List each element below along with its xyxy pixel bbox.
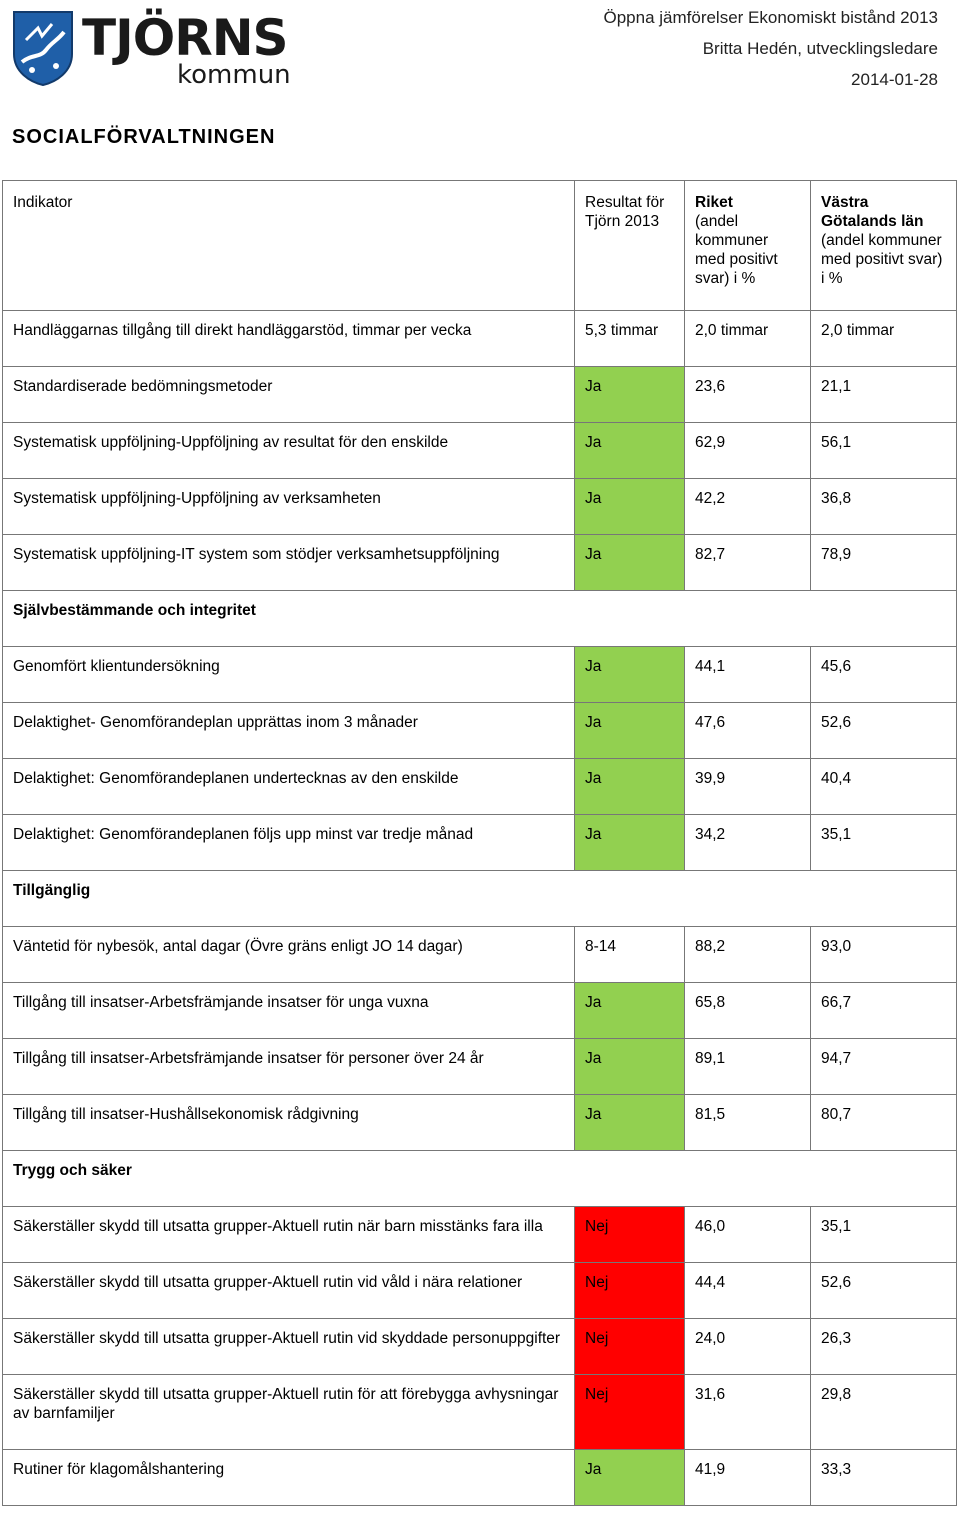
vastra-gotaland-cell: 2,0 timmar	[811, 311, 957, 367]
vastra-gotaland-cell: 78,9	[811, 535, 957, 591]
riket-cell: 42,2	[685, 479, 811, 535]
result-cell: 8-14	[575, 927, 685, 983]
riket-cell: 23,6	[685, 367, 811, 423]
result-cell: Ja	[575, 479, 685, 535]
riket-cell: 81,5	[685, 1095, 811, 1151]
section-heading: Trygg och säker	[3, 1151, 957, 1207]
vastra-gotaland-cell: 33,3	[811, 1450, 957, 1506]
result-cell: Nej	[575, 1319, 685, 1375]
result-cell: Ja	[575, 759, 685, 815]
header-date: 2014-01-28	[851, 70, 938, 89]
riket-cell: 2,0 timmar	[685, 311, 811, 367]
indicator-cell: Tillgång till insatser-Arbetsfrämjande insatser för personer över 24 år	[3, 1039, 575, 1095]
result-cell: Ja	[575, 703, 685, 759]
table-row	[3, 927, 957, 983]
riket-cell: 82,7	[685, 535, 811, 591]
riket-cell: 34,2	[685, 815, 811, 871]
section-row	[3, 871, 957, 927]
indicator-cell: Delaktighet: Genomförandeplanen undertecknas av den enskilde	[3, 759, 575, 815]
coat-of-arms-icon	[12, 10, 74, 86]
table-row	[3, 479, 957, 535]
section-row	[3, 1151, 957, 1207]
table-row	[3, 311, 957, 367]
riket-cell: 47,6	[685, 703, 811, 759]
table-row	[3, 1319, 957, 1375]
result-cell: Nej	[575, 1207, 685, 1263]
table-row	[3, 759, 957, 815]
table-row	[3, 1207, 957, 1263]
section-heading: Självbestämmande och integritet	[3, 591, 957, 647]
column-header-riket-desc: (andel kommuner med positivt svar) i %	[695, 213, 778, 287]
vastra-gotaland-cell: 35,1	[811, 815, 957, 871]
vastra-gotaland-cell: 21,1	[811, 367, 957, 423]
riket-cell: 39,9	[685, 759, 811, 815]
result-cell: 5,3 timmar	[575, 311, 685, 367]
result-cell: Ja	[575, 815, 685, 871]
vastra-gotaland-cell: 56,1	[811, 423, 957, 479]
indicator-cell: Säkerställer skydd till utsatta grupper-Aktuell rutin när barn misstänks fara illa	[3, 1207, 575, 1263]
riket-cell: 46,0	[685, 1207, 811, 1263]
indicator-cell: Handläggarnas tillgång till direkt handläggarstöd, timmar per vecka	[3, 311, 575, 367]
riket-cell: 44,1	[685, 647, 811, 703]
riket-cell: 88,2	[685, 927, 811, 983]
indicator-cell: Säkerställer skydd till utsatta grupper-Aktuell rutin vid våld i nära relationer	[3, 1263, 575, 1319]
document-header	[603, 2, 938, 95]
result-cell: Ja	[575, 983, 685, 1039]
table-row	[3, 367, 957, 423]
indicator-cell: Systematisk uppföljning-Uppföljning av resultat för den enskilde	[3, 423, 575, 479]
column-header-vg-title: Västra Götalands län	[821, 194, 924, 230]
vastra-gotaland-cell: 29,8	[811, 1375, 957, 1450]
table-row	[3, 815, 957, 871]
result-cell: Ja	[575, 367, 685, 423]
riket-cell: 41,9	[685, 1450, 811, 1506]
column-header-vg-desc: (andel kommuner med positivt svar) i %	[821, 232, 943, 287]
indicator-cell: Standardiserade bedömningsmetoder	[3, 367, 575, 423]
vastra-gotaland-cell: 26,3	[811, 1319, 957, 1375]
indicator-cell: Säkerställer skydd till utsatta grupper-Aktuell rutin vid skyddade personuppgifter	[3, 1319, 575, 1375]
riket-cell: 62,9	[685, 423, 811, 479]
section-heading: Tillgänglig	[3, 871, 957, 927]
result-cell: Ja	[575, 535, 685, 591]
vastra-gotaland-cell: 35,1	[811, 1207, 957, 1263]
vastra-gotaland-cell: 66,7	[811, 983, 957, 1039]
logo-subtitle: kommun	[177, 60, 291, 90]
indicator-cell: Systematisk uppföljning-IT system som stödjer verksamhetsuppföljning	[3, 535, 575, 591]
vastra-gotaland-cell: 94,7	[811, 1039, 957, 1095]
vastra-gotaland-cell: 52,6	[811, 1263, 957, 1319]
result-cell: Ja	[575, 1450, 685, 1506]
indicator-cell: Säkerställer skydd till utsatta grupper-Aktuell rutin för att förebygga avhysningar av barnfamiljer	[3, 1375, 575, 1450]
result-cell: Nej	[575, 1263, 685, 1319]
column-header-result: Resultat för Tjörn 2013	[575, 181, 685, 311]
indicator-cell: Delaktighet- Genomförandeplan upprättas inom 3 månader	[3, 703, 575, 759]
vastra-gotaland-cell: 45,6	[811, 647, 957, 703]
page-title: SOCIALFÖRVALTNINGEN	[12, 126, 276, 148]
vastra-gotaland-cell: 80,7	[811, 1095, 957, 1151]
riket-cell: 65,8	[685, 983, 811, 1039]
table-row	[3, 423, 957, 479]
riket-cell: 24,0	[685, 1319, 811, 1375]
logo-wordmark: TJÖRNS	[82, 9, 288, 67]
table-row	[3, 1095, 957, 1151]
riket-cell: 89,1	[685, 1039, 811, 1095]
table-row	[3, 1375, 957, 1450]
riket-cell: 44,4	[685, 1263, 811, 1319]
table-header-row	[3, 181, 957, 311]
result-cell: Ja	[575, 1095, 685, 1151]
column-header-riket-title: Riket	[695, 194, 733, 211]
table-row	[3, 1039, 957, 1095]
vastra-gotaland-cell: 52,6	[811, 703, 957, 759]
indicator-cell: Tillgång till insatser-Arbetsfrämjande insatser för unga vuxna	[3, 983, 575, 1039]
indicator-cell: Genomfört klientundersökning	[3, 647, 575, 703]
indicator-cell: Rutiner för klagomålshantering	[3, 1450, 575, 1506]
tjorn-logo	[12, 8, 302, 88]
section-row	[3, 591, 957, 647]
column-header-indicator: Indikator	[3, 181, 575, 311]
table-row	[3, 983, 957, 1039]
vastra-gotaland-cell: 93,0	[811, 927, 957, 983]
result-cell: Ja	[575, 1039, 685, 1095]
result-cell: Ja	[575, 423, 685, 479]
vastra-gotaland-cell: 40,4	[811, 759, 957, 815]
header-author: Britta Hedén, utvecklingsledare	[702, 39, 938, 58]
header-report-title: Öppna jämförelser Ekonomiskt bistånd 2013	[603, 8, 938, 27]
table-row	[3, 647, 957, 703]
table-row	[3, 1263, 957, 1319]
indicator-cell: Tillgång till insatser-Hushållsekonomisk rådgivning	[3, 1095, 575, 1151]
indicator-cell: Delaktighet: Genomförandeplanen följs upp minst var tredje månad	[3, 815, 575, 871]
indicator-cell: Väntetid för nybesök, antal dagar (Övre gräns enligt JO 14 dagar)	[3, 927, 575, 983]
indicator-cell: Systematisk uppföljning-Uppföljning av verksamheten	[3, 479, 575, 535]
table-row	[3, 535, 957, 591]
table-row	[3, 1450, 957, 1506]
result-cell: Ja	[575, 647, 685, 703]
column-header-riket	[685, 181, 811, 311]
column-header-vastra-gotaland	[811, 181, 957, 311]
riket-cell: 31,6	[685, 1375, 811, 1450]
vastra-gotaland-cell: 36,8	[811, 479, 957, 535]
comparison-table	[2, 180, 957, 1506]
table-row	[3, 703, 957, 759]
result-cell: Nej	[575, 1375, 685, 1450]
